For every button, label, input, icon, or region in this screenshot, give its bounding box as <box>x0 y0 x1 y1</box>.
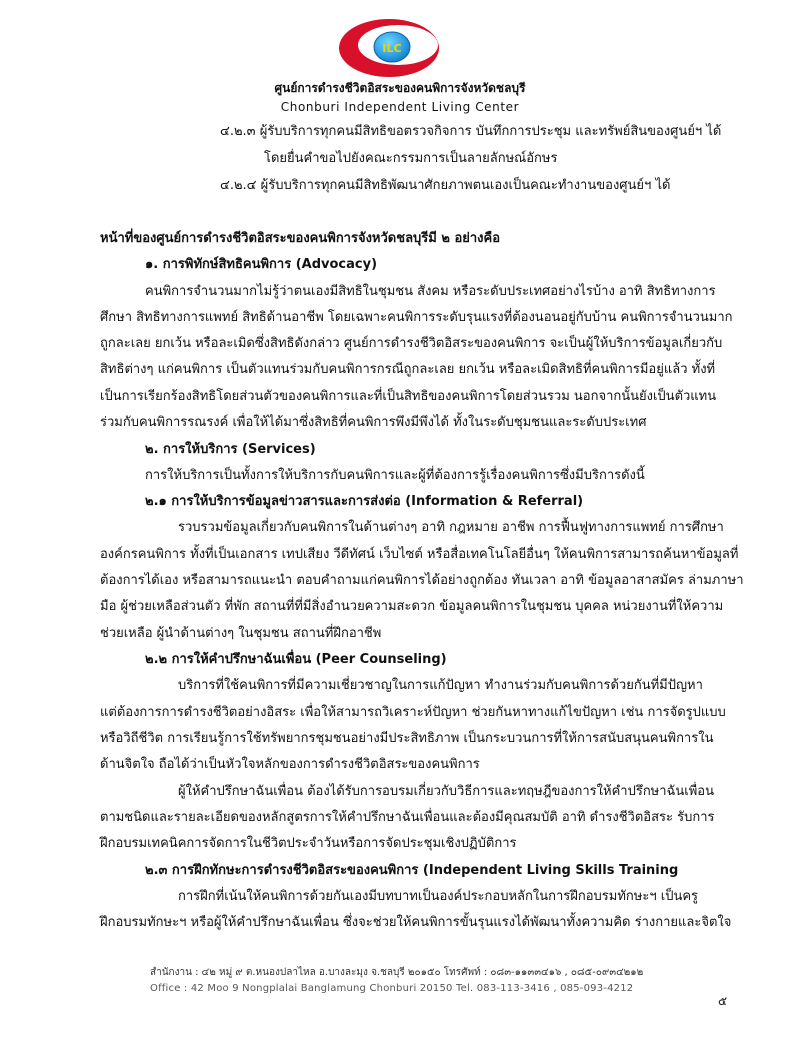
paragraph-line: หรือวิถีชีวิต การเรียนรู้การใช้ทรัพยากรชุมชนอย่างมีประสิทธิภาพ เป็นกระบวนการที่ให้การสนับสนุนคนพิการใน <box>100 731 714 746</box>
heading-information-referral: ๒.๑ การให้บริการข้อมูลข่าวสารและการส่งต่อ (Information & Referral) <box>145 494 584 509</box>
paragraph-line: ศึกษา สิทธิทางการแพทย์ สิทธิด้านอาชีพ โดยเฉพาะคนพิการระดับรุนแรงที่ต้องนอนอยู่กับบ้าน คนพิการจำนวนมาก <box>100 310 733 325</box>
paragraph-line: ถูกละเลย ยกเว้น หรือละเมิดซึ่งสิทธิดังกล่าว ศูนย์การดำรงชีวิตอิสระของคนพิการ จะเป็นผู้ให้บริการข้อมูลเกี่ยวกับ <box>100 336 723 351</box>
paragraph-line: ผู้ให้คำปรึกษาฉันเพื่อน ต้องได้รับการอบรมเกี่ยวกับวิธีการและทฤษฎีของการให้คำปรึกษาฉันเพื่อน <box>178 784 715 799</box>
footer-address-english: Office : 42 Moo 9 Nongplalai Banglamung Chonburi 20150 Tel. 083-113-3416 , 085-093-4212 <box>150 983 634 994</box>
paragraph-line: ตามชนิดและรายละเอียดของหลักสูตรการให้คำปรึกษาฉันเพื่อนและต้องมีคุณสมบัติ อาทิ ดำรงชีวิตอิสระ รับการ <box>100 810 715 825</box>
paragraph-line: รวบรวมข้อมูลเกี่ยวกับคนพิการในด้านต่างๆ อาทิ กฎหมาย อาชีพ การฟื้นฟูทางการแพทย์ การศึกษา <box>178 520 724 535</box>
heading-peer-counseling: ๒.๒ การให้คำปรึกษาฉันเพื่อน (Peer Counseling) <box>145 652 447 667</box>
paragraph-line: แต่ต้องการการดำรงชีวิตอย่างอิสระ เพื่อให้สามารถวิเคราะห์ปัญหา ช่วยกันหาทางแก้ไขปัญหา เช่น การจัดรูปแบบ <box>100 705 726 720</box>
paragraph-line: มือ ผู้ช่วยเหลือส่วนตัว ที่พัก สถานที่ที่มีสิ่งอำนวยความสะดวก ข้อมูลคนพิการในชุมชน บุคคล หน่วยงานที่ให้ความ <box>100 599 724 614</box>
paragraph-line: ฝึกอบรมเทคนิคการจัดการในชีวิตประจำวันหรือการจัดประชุมเชิงปฏิบัติการ <box>100 836 517 851</box>
paragraph-line: คนพิการจำนวนมากไม่รู้ว่าตนเองมีสิทธิในชุมชน สังคม หรือระดับประเทศอย่างไรบ้าง อาทิ สิทธิทางการ <box>145 284 716 299</box>
ilc-logo <box>336 14 442 80</box>
org-name-english: Chonburi Independent Living Center <box>280 100 520 114</box>
heading-services: ๒. การให้บริการ (Services) <box>145 442 316 457</box>
clause-4-2-3-cont: โดยยื่นคำขอไปยังคณะกรรมการเป็นลายลักษณ์อักษร <box>264 151 558 166</box>
paragraph-line: องค์กรคนพิการ ทั้งที่เป็นเอกสาร เทปเสียง วีดีทัศน์ เว็บไซต์ หรือสื่อเทคโนโลยีอื่นๆ ให้คนพิการสามารถค้นหาข้อมูลที่ <box>100 547 739 562</box>
paragraph-line: บริการที่ใช้คนพิการที่มีความเชี่ยวชาญในการแก้ปัญหา ทำงานร่วมกับคนพิการด้วยกันที่มีปัญหา <box>178 678 703 693</box>
paragraph-line: เป็นการเรียกร้องสิทธิโดยส่วนตัวของคนพิการและที่เป็นสิทธิของคนพิการโดยส่วนรวม นอกจากนั้นยังเป็นตัวแทน <box>100 389 717 404</box>
paragraph-line: การให้บริการเป็นทั้งการให้บริการกับคนพิการและผู้ที่ต้องการรู้เรื่องคนพิการซึ่งมีบริการดังนี้ <box>145 468 645 483</box>
section-heading: หน้าที่ของศูนย์การดำรงชีวิตอิสระของคนพิการจังหวัดชลบุรีมี ๒ อย่างคือ <box>100 231 501 246</box>
heading-advocacy: ๑. การพิทักษ์สิทธิคนพิการ (Advocacy) <box>145 257 378 272</box>
logo-text: ILC <box>382 42 402 55</box>
paragraph-line: ร่วมกับคนพิการรณรงค์ เพื่อให้ได้มาซึ่งสิทธิที่คนพิการพึงมีพึงได้ ทั้งในระดับชุมชนและระดับประเทศ <box>100 415 647 430</box>
heading-skills-training: ๒.๓ การฝึกทักษะการดำรงชีวิตอิสระของคนพิการ (Independent Living Skills Training <box>145 863 679 878</box>
paragraph-line: สิทธิต่างๆ แก่คนพิการ เป็นตัวแทนร่วมกับคนพิการกรณีถูกละเลย ยกเว้น หรือละเมิดสิทธิที่คนพิการมีอยู่แล้ว ทั้งที่ <box>100 362 716 377</box>
paragraph-line: การฝึกที่เน้นให้คนพิการด้วยกันเองมีบทบาทเป็นองค์ประกอบหลักในการฝึกอบรมทักษะฯ เป็นครู <box>178 889 699 904</box>
footer-address-thai: สำนักงาน : ๔๒ หมู่ ๙ ต.หนองปลาไหล อ.บางละมุง จ.ชลบุรี ๒๐๑๕๐ โทรศัพท์ : ๐๘๓-๑๑๓๓๔๑๖ , ๐๘๕-๐๙๓๔๒๑๒ <box>150 967 644 978</box>
page-number: ๕ <box>718 994 728 1008</box>
paragraph-line: ฝึกอบรมทักษะฯ หรือผู้ให้คำปรึกษาฉันเพื่อน ซึ่งจะช่วยให้คนพิการขั้นรุนแรงได้พัฒนาทั้งความคิด ร่างกายและจิตใจ <box>100 915 732 930</box>
clause-4-2-4: ๔.๒.๔ ผู้รับบริการทุกคนมีสิทธิพัฒนาศักยภาพตนเองเป็นคณะทำงานของศูนย์ฯ ได้ <box>220 178 671 193</box>
org-name-thai: ศูนย์การดำรงชีวิตอิสระของคนพิการจังหวัดชลบุรี <box>274 81 526 95</box>
paragraph-line: ต้องการได้เอง หรือสามารถแนะนำ ตอบคำถามแก่คนพิการได้อย่างถูกต้อง ทันเวลา อาทิ ข้อมูลอาสาสมัคร ล่ามภาษา <box>100 573 744 588</box>
paragraph-line: ช่วยเหลือ ผู้นำด้านต่างๆ ในชุมชน สถานที่ฝึกอาชีพ <box>100 626 382 641</box>
clause-4-2-3: ๔.๒.๓ ผู้รับบริการทุกคนมีสิทธิขอตรวจกิจการ บันทึกการประชุม และทรัพย์สินของศูนย์ฯ ได้ <box>220 124 722 139</box>
paragraph-line: ด้านจิตใจ ถือได้ว่าเป็นหัวใจหลักของการดำรงชีวิตอิสระของคนพิการ <box>100 757 480 772</box>
